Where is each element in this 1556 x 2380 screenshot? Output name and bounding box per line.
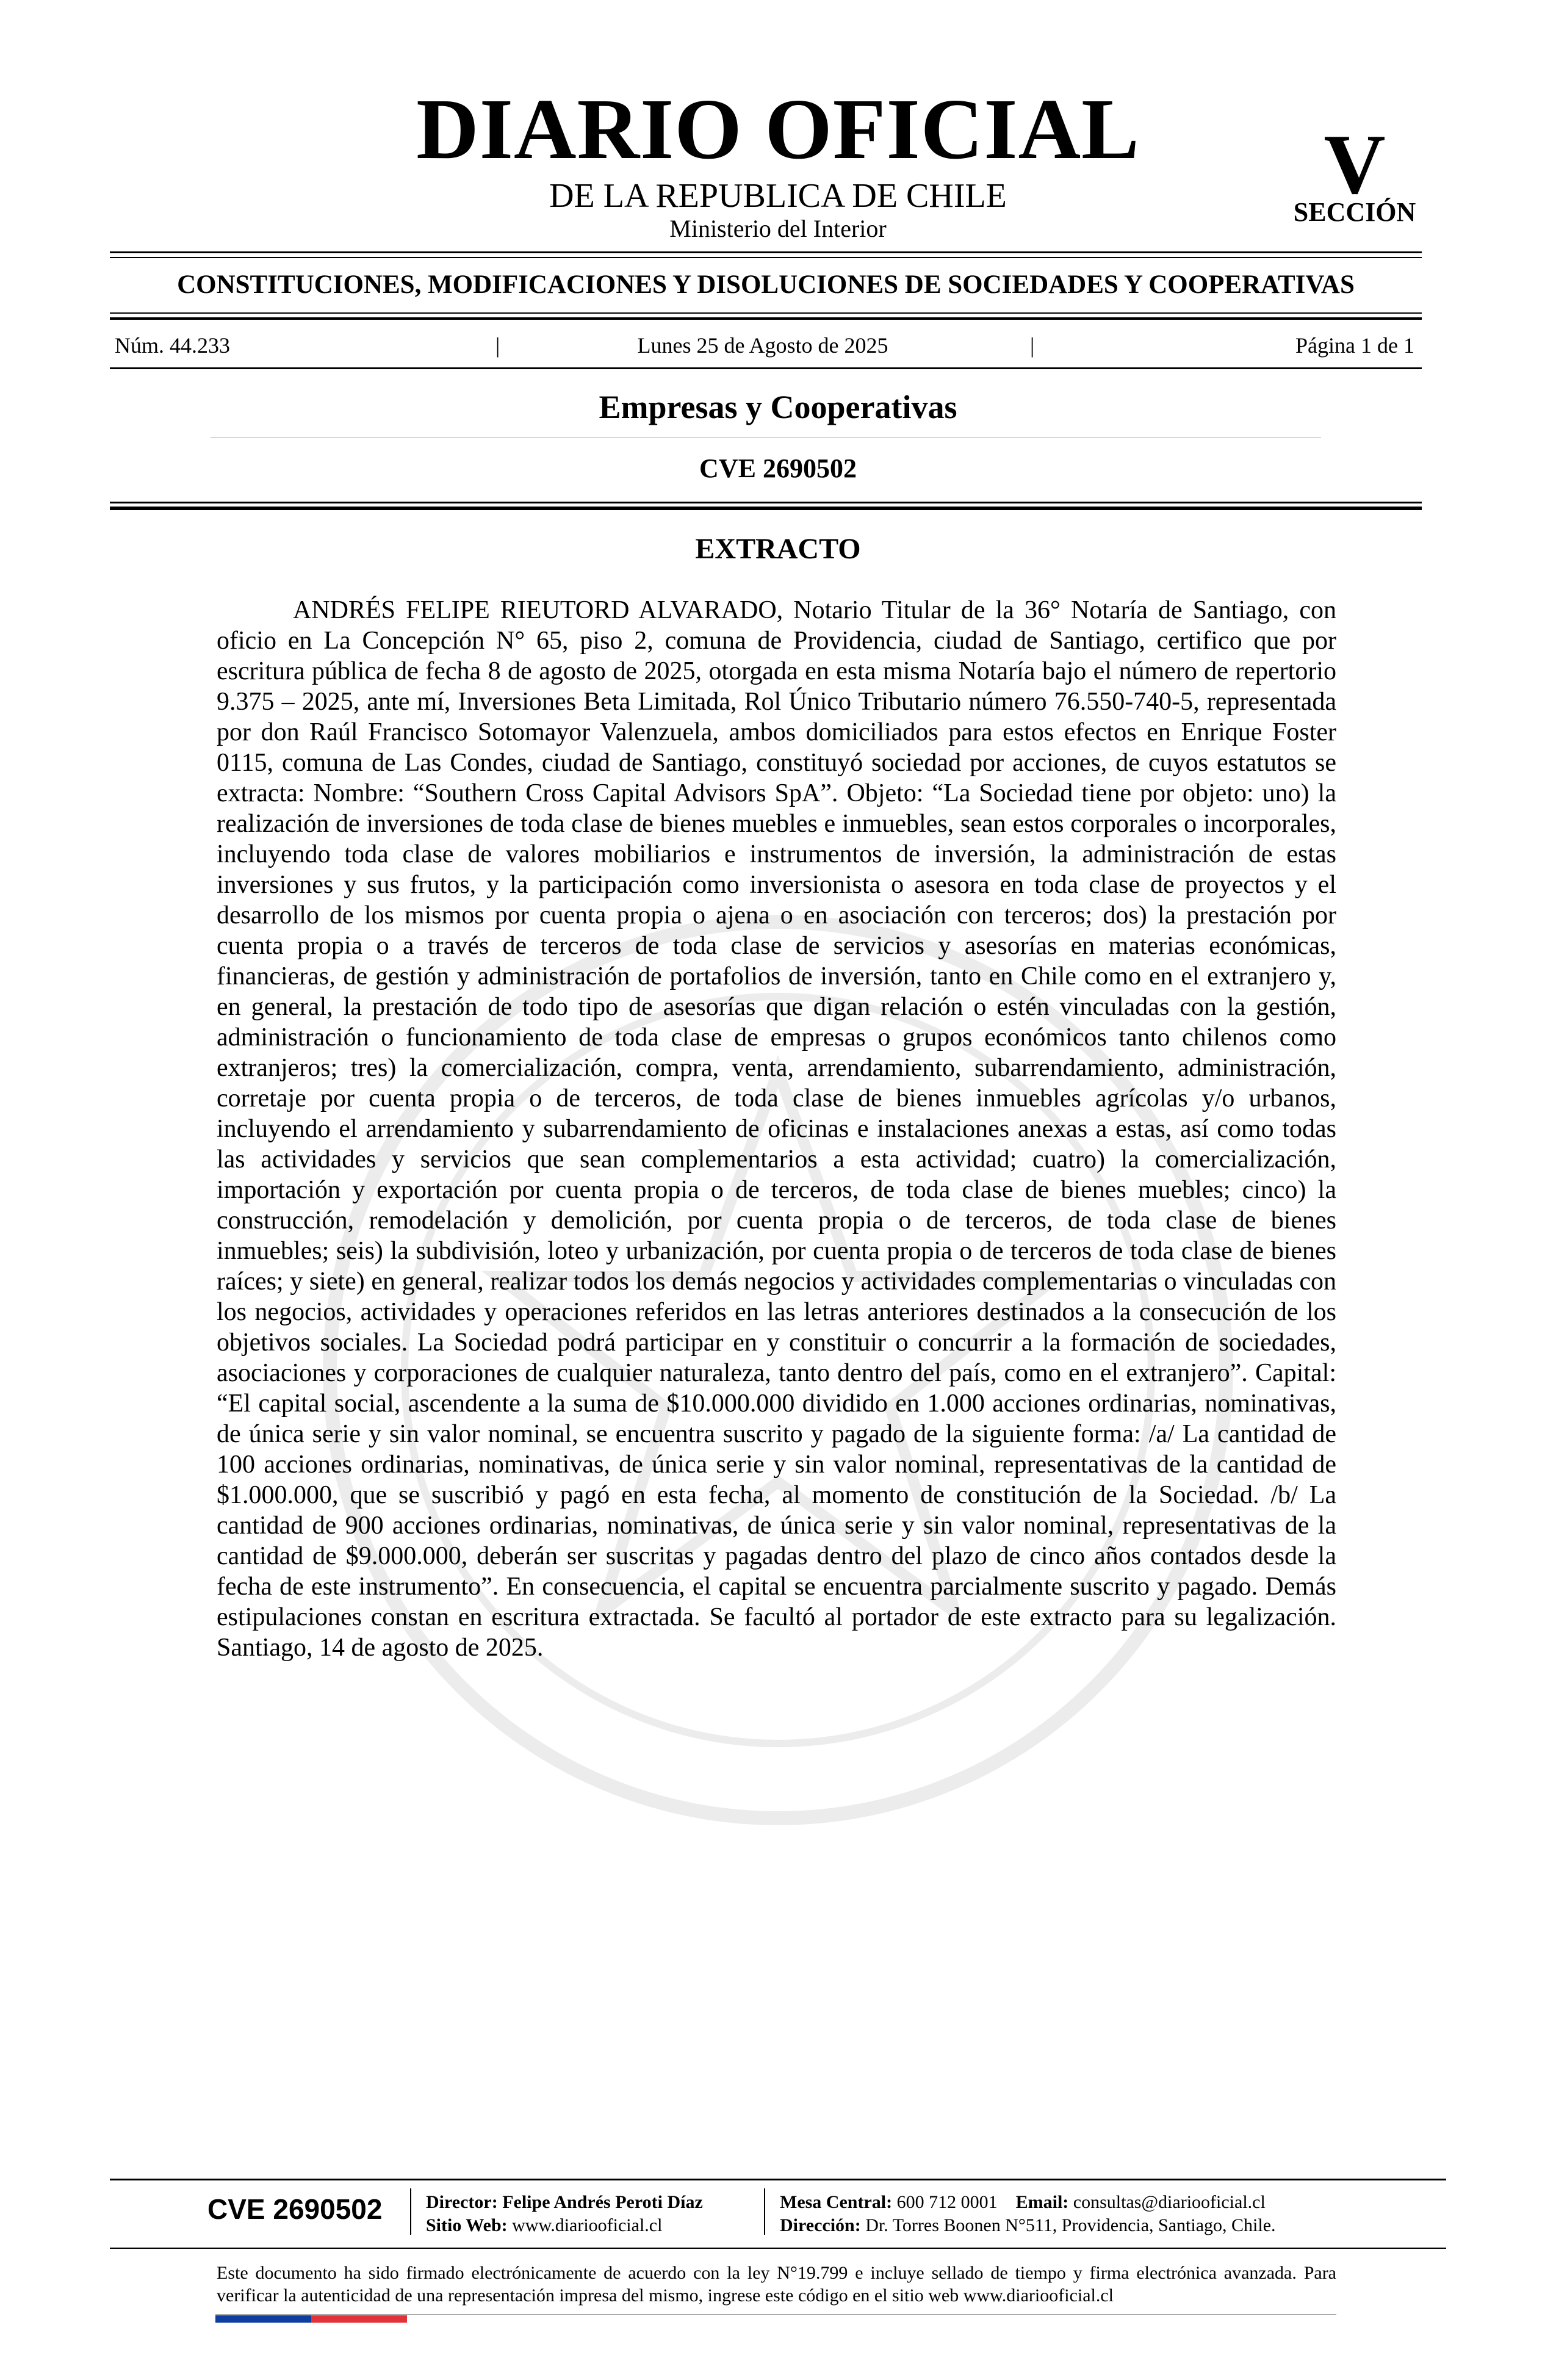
flag-stripe-blue xyxy=(215,2315,311,2323)
footer-legal-notice: Este documento ha sido firmado electrónicamente de acuerdo con la ley N°19.799 e incluye sellado de tiempo y firma electrónica avanzada. Para verificar la autenticidad de una representación impresa del mismo, ingrese este código en el sitio web www.diariooficial.cl xyxy=(217,2263,1336,2306)
footer-divider xyxy=(410,2188,411,2235)
address-value: Dr. Torres Boonen N°511, Providencia, Santiago, Chile. xyxy=(865,2215,1276,2235)
masthead-ministry: Ministerio del Interior xyxy=(669,215,887,242)
rule-cve-2 xyxy=(110,507,1422,510)
rule-mid-2 xyxy=(110,317,1422,320)
footer-rule-bottom xyxy=(215,2314,1336,2315)
flag-stripe-red xyxy=(311,2315,407,2323)
meta-separator: | xyxy=(1030,333,1035,358)
email-label: Email: xyxy=(1015,2192,1069,2212)
section-letter: V xyxy=(1324,117,1386,212)
website-link[interactable]: www.diariooficial.cl xyxy=(512,2215,663,2235)
document-body: ANDRÉS FELIPE RIEUTORD ALVARADO, Notario Titular de la 36° Notaría de Santiago, con oficio en La Concepción N° 65, piso 2, comuna de Providencia, ciudad de Santiago, certifico que por escritura pública de fecha 8 de agosto de 2025, otorgada en esta misma Notaría bajo el número de repertorio 9.375 – 2025, ante mí, Inversiones Beta Limitada, Rol Único Tributario número 76.550-740-5, representada por don Raúl Francisco Sotomayor Valenzuela, ambos domiciliados para estos efectos en Enrique Foster 0115, comuna de Las Condes, ciudad de Santiago, constituyó sociedad por acciones, de cuyos estatutos se extracta: Nombre: “Southern Cross Capital Advisors SpA”. Objeto: “La Sociedad tiene por objeto: uno) la realización de inversiones de toda clase de bienes muebles e inmuebles, sean estos corporales o incorporales, incluyendo toda clase de valores mobiliarios e instrumentos de inversión, la administración de estas inversiones y sus frutos, y la participación como inversionista o asesora en toda clase de proyectos y el desarrollo de los mismos por cuenta propia o ajena o en asociación con terceros; dos) la prestación por cuenta propia o a través de terceros de toda clase de servicios y asesorías en materias económicas, financieras, de gestión y administración de portafolios de inversión, tanto en Chile como en el extranjero y, en general, la prestación de todo tipo de asesorías que digan relación o estén vinculadas con la gestión, administración o funcionamiento de toda clase de empresas o grupos económicos tanto chilenos como extranjeros; tres) la comercialización, compra, venta, arrendamiento, subarrendamiento, administración, corretaje por cuenta propia o de terceros, de toda clase de bienes inmuebles agrícolas y/o urbanos, incluyendo el arrendamiento y subarrendamiento de oficinas e instalaciones anexas a estas, así como todas las actividades y servicios que sean complementarios a esta actividad; cuatro) la comercialización, importación y exportación por cuenta propia o de terceros, de toda clase de bienes muebles; cinco) la construcción, remodelación y demolición, por cuenta propia o de terceros, de toda clase de bienes inmuebles; seis) la subdivisión, loteo y urbanización, por cuenta propia o de terceros de toda clase de bienes raíces; y siete) en general, realizar todos los demás negocios y actividades complementarias o vinculadas con los negocios, actividades y operaciones referidos en las letras anteriores destinados a la consecución de los objetivos sociales. La Sociedad podrá participar en y constituir o concurrir a la formación de sociedades, asociaciones y corporaciones de cualquier naturaleza, tanto dentro del país, como en el extranjero”. Capital: “El capital social, ascendente a la suma de $10.000.000 dividido en 1.000 acciones ordinarias, nominativas, de única serie y sin valor nominal, se encuentra suscrito y pagado de la siguiente forma: /a/ La cantidad de 100 acciones ordinarias, nominativas, de única serie y sin valor nominal, representativas de la cantidad de $1.000.000, que se suscribió y pagó en esta fecha, al momento de constitución de la Sociedad. /b/ La cantidad de 900 acciones ordinarias, nominativas, de única serie y sin valor nominal, representativas de la cantidad de $9.000.000, deberán ser suscritas y pagadas dentro del plazo de cinco años contados desde la fecha de este instrumento”. En consecuencia, el capital se encuentra parcialmente suscrito y pagado. Demás estipulaciones constan en escritura extractada. Se facultó al portador de este extracto para su legalización. Santiago, 14 de agosto de 2025. xyxy=(217,596,1336,1662)
address-label: Dirección: xyxy=(780,2215,861,2235)
mesa-label: Mesa Central: xyxy=(780,2192,893,2212)
rule-top-2 xyxy=(110,257,1422,258)
director-name: Felipe Andrés Peroti Díaz xyxy=(502,2192,703,2212)
footer-cve-code: CVE 2690502 xyxy=(207,2193,383,2225)
footer-divider xyxy=(764,2188,765,2235)
website-label: Sitio Web: xyxy=(426,2215,508,2235)
footer-rule-mid xyxy=(110,2248,1446,2249)
issue-date: Lunes 25 de Agosto de 2025 xyxy=(637,333,888,358)
mesa-phone: 600 712 0001 xyxy=(896,2192,998,2212)
cve-code: CVE 2690502 xyxy=(699,453,857,483)
rule-mid-1 xyxy=(110,312,1422,314)
page-indicator: Página 1 de 1 xyxy=(1295,333,1414,358)
masthead-subtitle: DE LA REPUBLICA DE CHILE xyxy=(549,177,1007,215)
meta-separator: | xyxy=(495,333,500,358)
section-label: SECCIÓN xyxy=(1293,197,1416,227)
category-underline xyxy=(211,437,1321,438)
footer-contact-block xyxy=(780,2191,1276,2237)
footer-director-block xyxy=(426,2191,703,2237)
section-title: CONSTITUCIONES, MODIFICACIONES Y DISOLUCIONES DE SOCIEDADES Y COOPERATIVAS xyxy=(177,270,1355,299)
rule-cve-1 xyxy=(110,502,1422,503)
director-label: Director: xyxy=(426,2192,498,2212)
rule-meta-bottom xyxy=(110,367,1422,369)
footer-rule-top xyxy=(110,2179,1446,2180)
masthead-title: DIARIO OFICIAL xyxy=(416,81,1140,177)
email-link[interactable]: consultas@diariooficial.cl xyxy=(1073,2192,1266,2212)
document-heading: EXTRACTO xyxy=(695,533,861,565)
category-title: Empresas y Cooperativas xyxy=(599,389,957,425)
rule-top-1 xyxy=(110,251,1422,253)
issue-number: Núm. 44.233 xyxy=(115,333,230,358)
